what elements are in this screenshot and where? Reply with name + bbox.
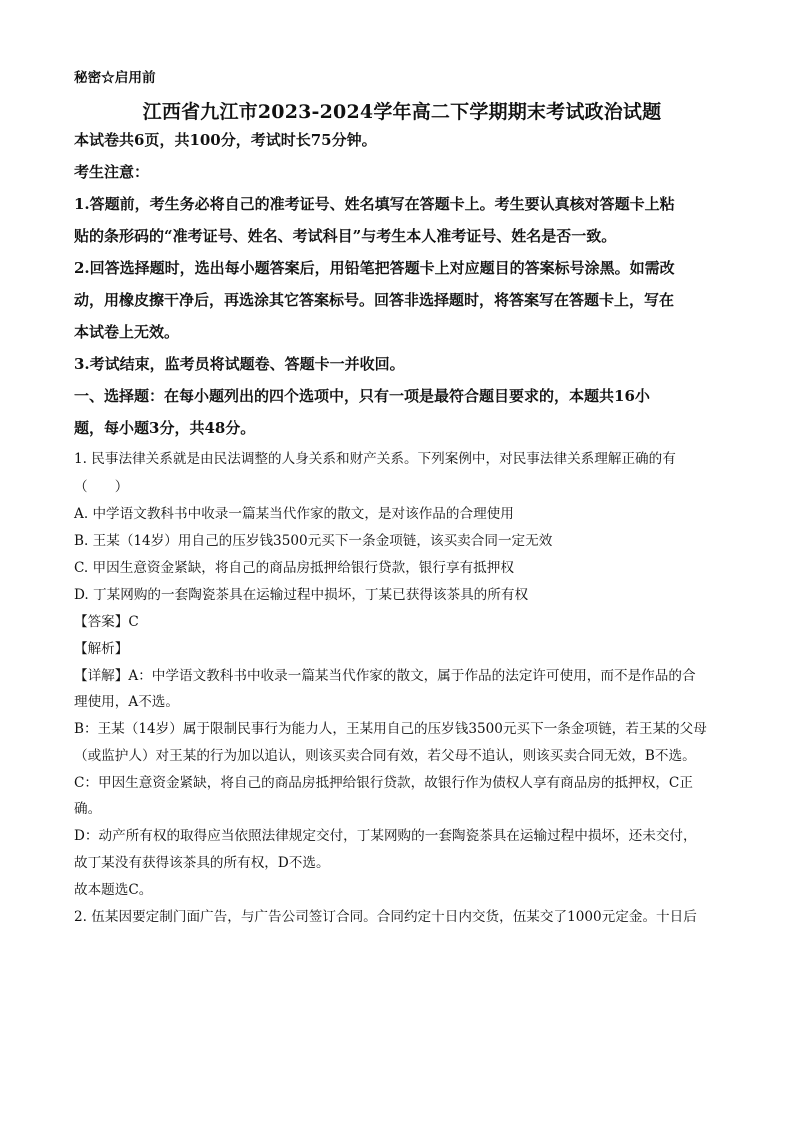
detail-line: D：动产所有权的取得应当依照法律规定交付，丁某网购的一套陶瓷茶具在运输过程中损坏，还未交付， xyxy=(74,828,697,844)
question-stem-bracket: （ ） xyxy=(74,479,129,495)
option-b: B. 王某（14岁）用自己的压岁钱3500元买下一条金项链，该买卖合同一定无效 xyxy=(74,533,553,549)
detail-line: C：甲因生意资金紧缺，将自己的商品房抵押给银行贷款，故银行作为债权人享有商品房的抵押权，C正 xyxy=(74,775,693,791)
detail-line: B：王某（14岁）属于限制民事行为能力人，王某用自己的压岁钱3500元买下一条金项链，若王某的父母 xyxy=(74,721,707,737)
notice-line: 本试卷上无效。 xyxy=(74,323,180,341)
notice-line: 2.回答选择题时，选出每小题答案后，用铅笔把答题卡上对应题目的答案标号涂黑。如需改 xyxy=(74,259,675,277)
answer-line xyxy=(74,612,722,632)
detail-line: 确。 xyxy=(74,801,102,817)
question-stem: 1. 民事法律关系就是由民法调整的人身关系和财产关系。下列案例中，对民事法律关系理解正确的有 xyxy=(74,451,676,467)
detail-line: 理使用，A不选。 xyxy=(74,694,179,710)
detail-text: A：中学语文教科书中收录一篇某当代作家的散文，属于作品的法定许可使用，而不是作品的合 xyxy=(128,668,696,684)
page-title: 江西省九江市2023-2024学年高二下学期期末考试政治试题 xyxy=(142,101,662,123)
detail-line xyxy=(74,666,722,686)
option-d: D. 丁某网购的一套陶瓷茶具在运输过程中损坏，丁某已获得该茶具的所有权 xyxy=(74,587,529,603)
confidential-label: 秘密☆启用前 xyxy=(74,70,156,86)
detail-tag: 【详解】 xyxy=(74,668,129,684)
section-heading: 一、选择题：在每小题列出的四个选项中，只有一项是最符合题目要求的，本题共16小 xyxy=(74,387,650,405)
answer-value: C xyxy=(128,614,139,630)
conclusion: 故本题选C。 xyxy=(74,882,153,898)
detail-line: （或监护人）对王某的行为加以追认，则该买卖合同有效，若父母不追认，则该买卖合同无效，B不选。 xyxy=(74,748,696,764)
notice-heading: 考生注意： xyxy=(74,163,150,181)
section-heading: 题，每小题3分，共48分。 xyxy=(74,419,256,437)
notice-line: 动，用橡皮擦干净后，再选涂其它答案标号。回答非选择题时，将答案写在答题卡上，写在 xyxy=(74,291,675,309)
question-stem: 2. 伍某因要定制门面广告，与广告公司签订合同。合同约定十日内交货，伍某交了1000元定金。十日后 xyxy=(74,909,697,925)
option-a: A. 中学语文教科书中收录一篇某当代作家的散文，是对该作品的合理使用 xyxy=(74,506,514,522)
detail-line: 故丁某没有获得该茶具的所有权，D不选。 xyxy=(74,855,330,871)
notice-line: 1.答题前，考生务必将自己的准考证号、姓名填写在答题卡上。考生要认真核对答题卡上粘 xyxy=(74,195,675,213)
notice-line: 3.考试结束，监考员将试题卷、答题卡一并收回。 xyxy=(74,355,405,373)
analysis-tag: 【解析】 xyxy=(74,641,129,657)
exam-info: 本试卷共6页，共100分，考试时长75分钟。 xyxy=(74,131,377,149)
notice-line: 贴的条形码的“准考证号、姓名、考试科目”与考生本人准考证号、姓名是否一致。 xyxy=(74,227,617,245)
option-c: C. 甲因生意资金紧缺，将自己的商品房抵押给银行贷款，银行享有抵押权 xyxy=(74,560,514,576)
answer-tag: 【答案】 xyxy=(74,614,129,630)
